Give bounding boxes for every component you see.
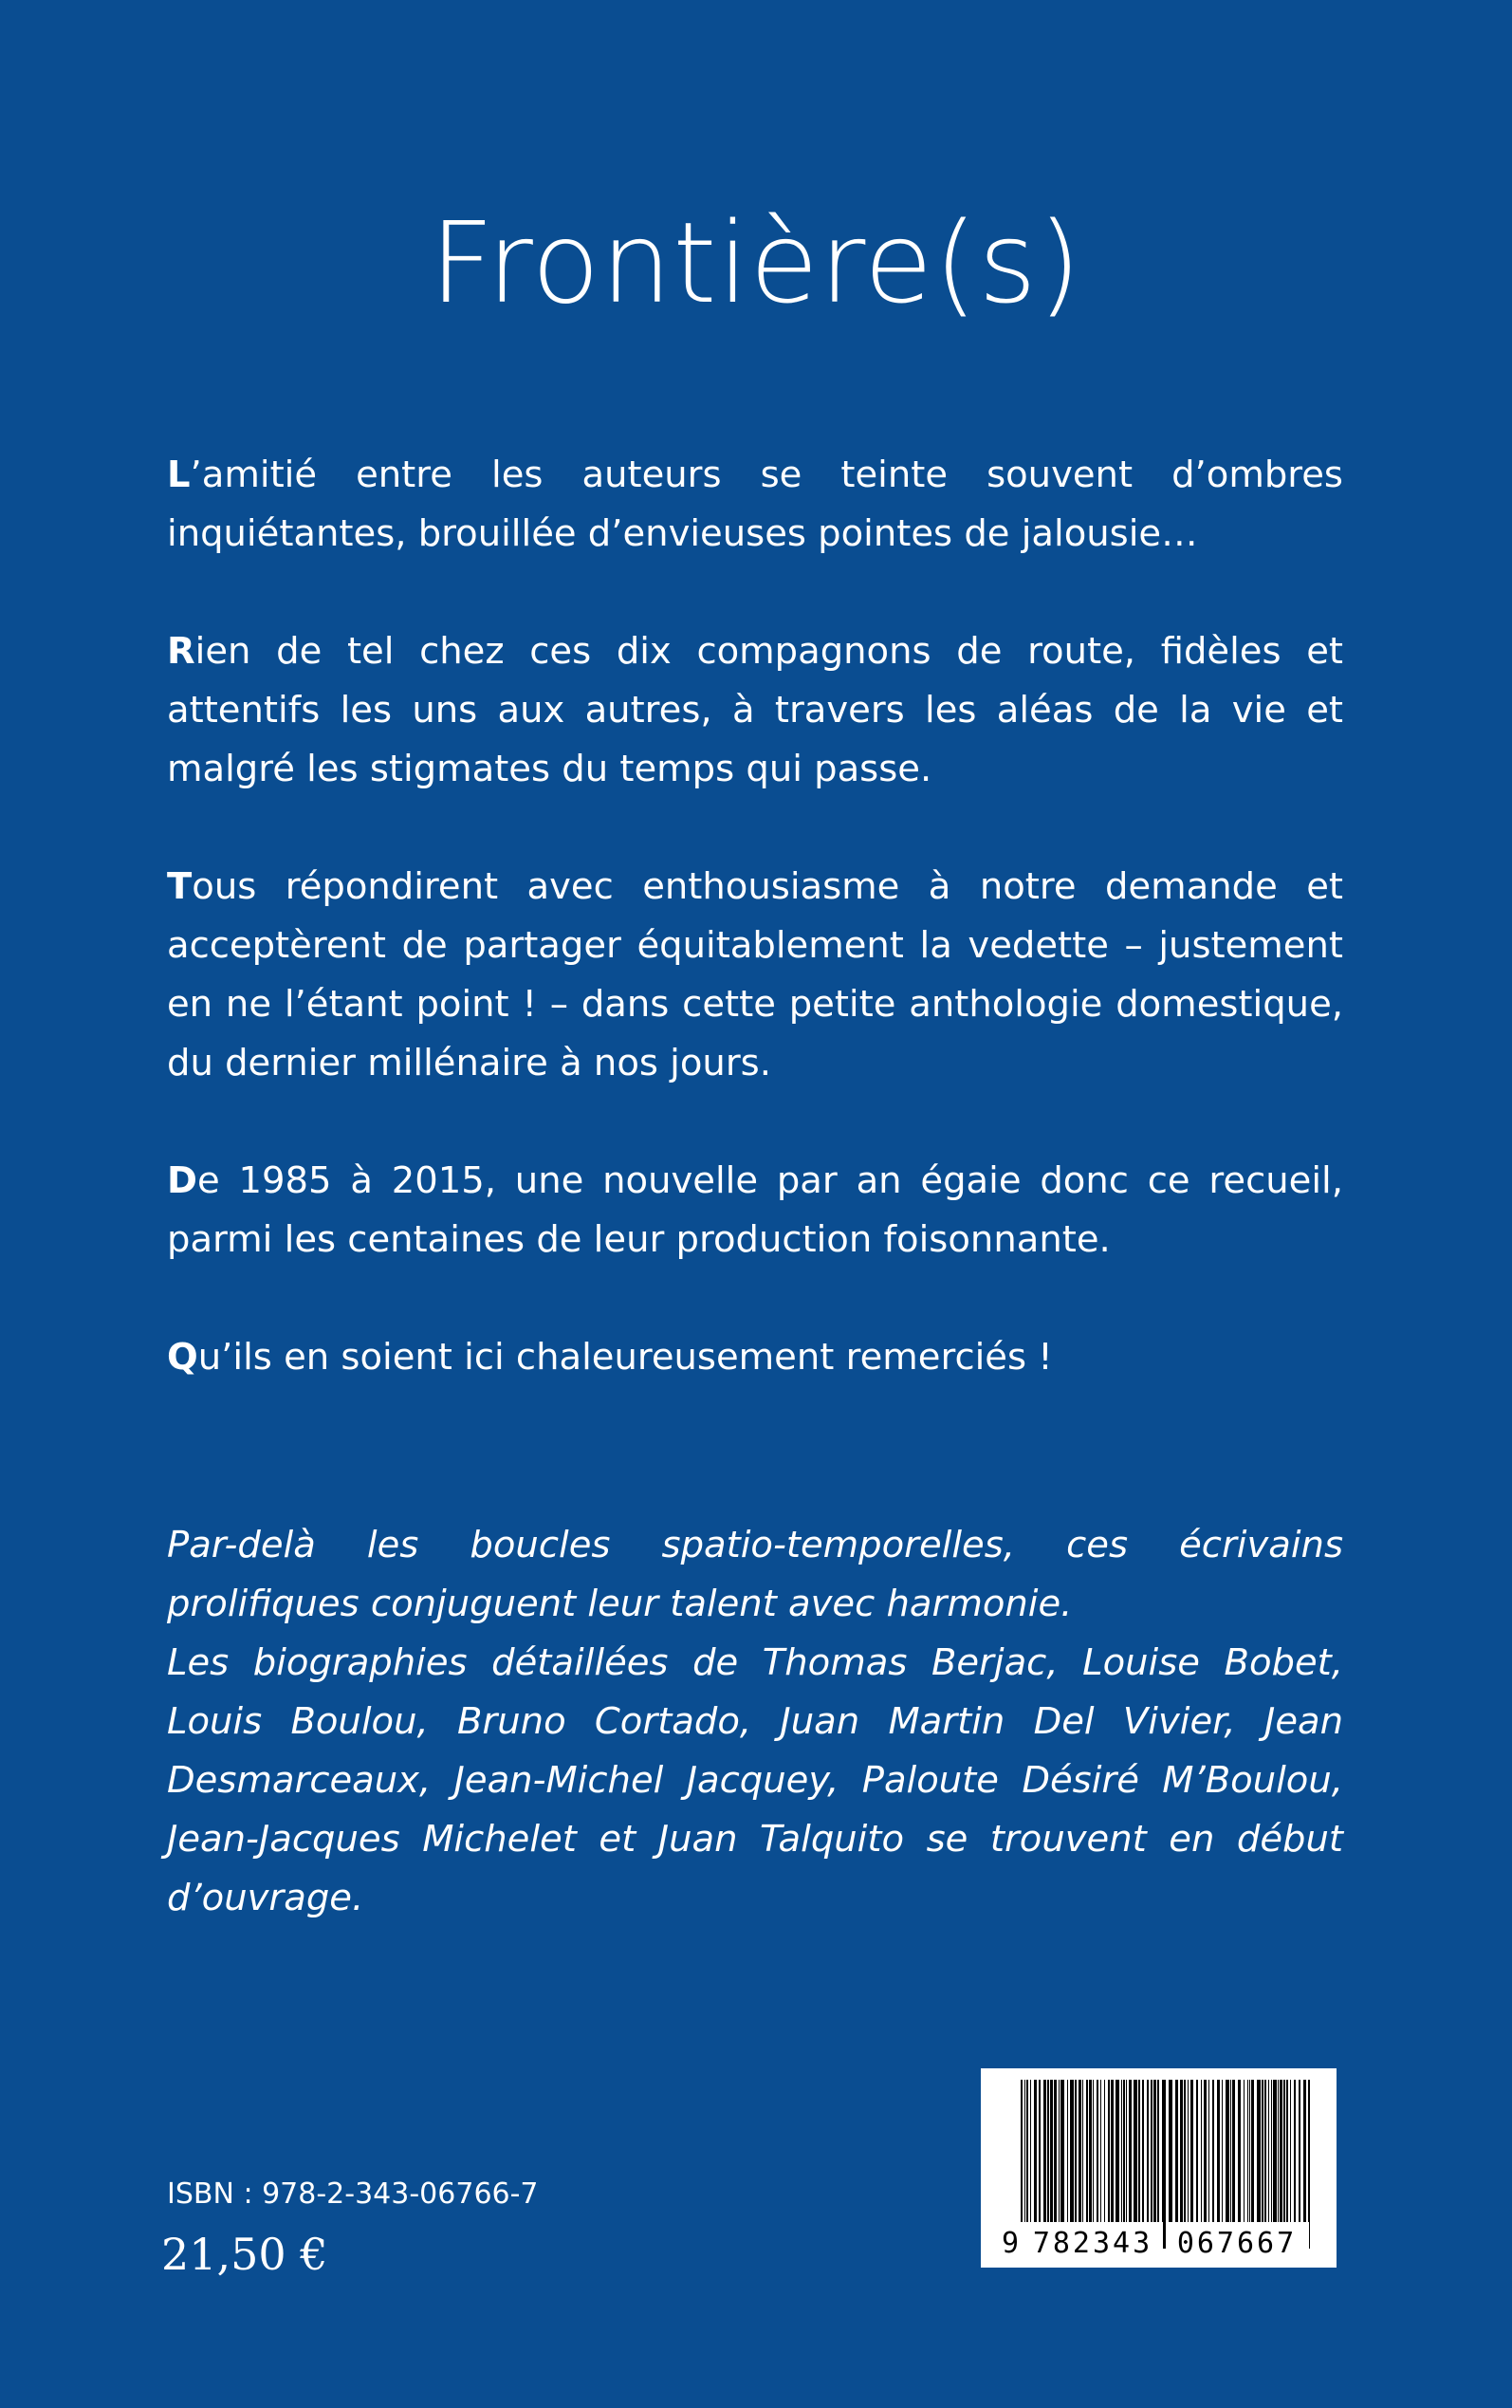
barcode-bar xyxy=(1082,2080,1083,2222)
barcode-first-digit: 9 xyxy=(1002,2227,1020,2260)
barcode-bar xyxy=(1280,2080,1282,2222)
barcode-graphic xyxy=(981,2068,1337,2268)
paragraph-rest: ien de tel chez ces dix compagnons de route, fidèles et attentifs les uns aux autres, à travers les aléas de la vie et malgré les stigmates du temps qui passe. xyxy=(167,630,1343,790)
barcode-bar xyxy=(1116,2080,1119,2222)
price-label: 21,50 € xyxy=(161,2229,328,2280)
barcode-bar xyxy=(1086,2080,1088,2222)
barcode-bar xyxy=(1121,2080,1122,2222)
barcode-bar xyxy=(1097,2080,1098,2222)
paragraph-rest: ’amitié entre les auteurs se teinte souvent d’ombres inquiétantes, brouillée d’envieuses pointes de jalousie… xyxy=(167,454,1343,555)
barcode-bar xyxy=(1244,2080,1245,2222)
paragraph-4 xyxy=(167,1152,1343,1269)
barcode-bar xyxy=(1134,2080,1137,2222)
barcode-bar xyxy=(1278,2080,1279,2222)
barcode-bar xyxy=(1151,2080,1152,2222)
barcode-bar xyxy=(1268,2080,1269,2222)
barcode-bar xyxy=(1208,2080,1209,2222)
paragraph-rest: u’ils en soient ici chaleureusement remerciés ! xyxy=(197,1336,1053,1379)
barcode-bar xyxy=(1138,2080,1140,2222)
barcode-bar xyxy=(1226,2080,1229,2222)
barcode-bar xyxy=(1217,2080,1220,2222)
barcode-bar xyxy=(1111,2080,1114,2222)
barcode-bar xyxy=(1093,2080,1094,2222)
barcode-bar xyxy=(1290,2080,1291,2222)
barcode-bar xyxy=(1075,2080,1077,2222)
barcode-bar xyxy=(1157,2080,1159,2222)
barcode xyxy=(981,2068,1337,2268)
barcode-bar xyxy=(1204,2080,1207,2222)
barcode-bar xyxy=(1108,2080,1110,2222)
barcode-bar xyxy=(1264,2080,1266,2222)
barcode-bar xyxy=(1190,2080,1193,2222)
barcode-bar xyxy=(1196,2080,1198,2222)
paragraph-initial: R xyxy=(167,630,195,673)
barcode-bar xyxy=(1153,2080,1156,2222)
barcode-bar xyxy=(1184,2080,1186,2222)
barcode-digits-right: 067667 xyxy=(1176,2227,1298,2260)
paragraph-initial: L xyxy=(167,454,191,496)
barcode-bar xyxy=(1230,2080,1231,2222)
barcode-bar xyxy=(1283,2080,1285,2222)
paragraph-rest: e 1985 à 2015, une nouvelle par an égaie donc ce recueil, parmi les centaines de leur production foisonnante. xyxy=(167,1159,1343,1261)
barcode-bar xyxy=(1070,2080,1074,2222)
barcode-bar xyxy=(1079,2080,1081,2222)
barcode-bar xyxy=(1123,2080,1125,2222)
barcode-bar xyxy=(1126,2080,1127,2222)
barcode-bar xyxy=(1060,2080,1064,2222)
authors-note-line-1: Par-delà les boucles spatio-temporelles, ces écrivains prolifiques conjuguent leur talent avec harmonie. xyxy=(167,1524,1343,1625)
barcode-bar xyxy=(1180,2080,1183,2222)
barcode-bar xyxy=(1147,2080,1149,2222)
barcode-bar xyxy=(1100,2080,1101,2222)
barcode-bar xyxy=(1104,2080,1105,2222)
barcode-bar xyxy=(1251,2080,1254,2222)
barcode-bar xyxy=(1262,2080,1263,2222)
barcode-bar xyxy=(1201,2080,1202,2222)
barcode-bar xyxy=(1047,2080,1049,2222)
barcode-bar xyxy=(1286,2080,1288,2222)
paragraph-initial: D xyxy=(167,1159,197,1202)
isbn-label: ISBN : 978-2-343-06766-7 xyxy=(167,2177,539,2211)
barcode-bar xyxy=(1257,2080,1261,2222)
barcode-bar xyxy=(1059,2080,1060,2222)
paragraph-1 xyxy=(167,446,1343,564)
barcode-bar xyxy=(1142,2080,1144,2222)
barcode-bar xyxy=(1294,2080,1296,2222)
barcode-bar xyxy=(1169,2080,1172,2222)
barcode-bar xyxy=(1238,2080,1241,2222)
barcode-bar xyxy=(1054,2080,1057,2222)
paragraph-5 xyxy=(167,1328,1343,1387)
barcode-bar xyxy=(1175,2080,1178,2222)
summary-text xyxy=(167,446,1343,1387)
paragraph-initial: T xyxy=(167,865,193,908)
barcode-bar xyxy=(1050,2080,1053,2222)
barcode-bar xyxy=(1232,2080,1235,2222)
barcode-bar xyxy=(1034,2080,1037,2222)
barcode-bar xyxy=(1043,2080,1046,2222)
barcode-bar xyxy=(1222,2080,1223,2222)
barcode-bar xyxy=(1129,2080,1132,2222)
barcode-bar xyxy=(1212,2080,1214,2222)
paragraph-2 xyxy=(167,622,1343,799)
barcode-bar xyxy=(1249,2080,1250,2222)
barcode-bar xyxy=(1067,2080,1068,2222)
barcode-bar xyxy=(1089,2080,1092,2222)
barcode-bar xyxy=(1247,2080,1248,2222)
barcode-bar xyxy=(1271,2080,1272,2222)
barcode-bar xyxy=(1026,2080,1028,2222)
authors-note xyxy=(167,1516,1343,1928)
book-title: Frontière(s) xyxy=(430,197,1082,328)
barcode-bar xyxy=(1188,2080,1189,2222)
barcode-bar xyxy=(1039,2080,1041,2222)
paragraph-rest: ous répondirent avec enthousiasme à notre demande et acceptèrent de partager équitablement la vedette – justement en ne l’étant point ! – dans cette petite anthologie domestique, du dernier millénaire à nos jours. xyxy=(167,865,1343,1084)
paragraph-3 xyxy=(167,858,1343,1093)
barcode-bar xyxy=(1299,2080,1300,2222)
barcode-bar xyxy=(1030,2080,1031,2222)
authors-note-line-2: Les biographies détaillées de Thomas Berjac, Louise Bobet, Louis Boulou, Bruno Cortado, Juan Martin Del Vivier, Jean Desmarceaux, Jean-Michel Jacquey, Paloute Désiré M’Boulou, Jean-Jacques Michelet et Juan Talquito se trouvent en début d’ouvrage. xyxy=(167,1641,1343,1919)
barcode-bar xyxy=(1273,2080,1277,2222)
paragraph-initial: Q xyxy=(167,1336,198,1379)
barcode-digits-left: 782343 xyxy=(1032,2227,1153,2260)
